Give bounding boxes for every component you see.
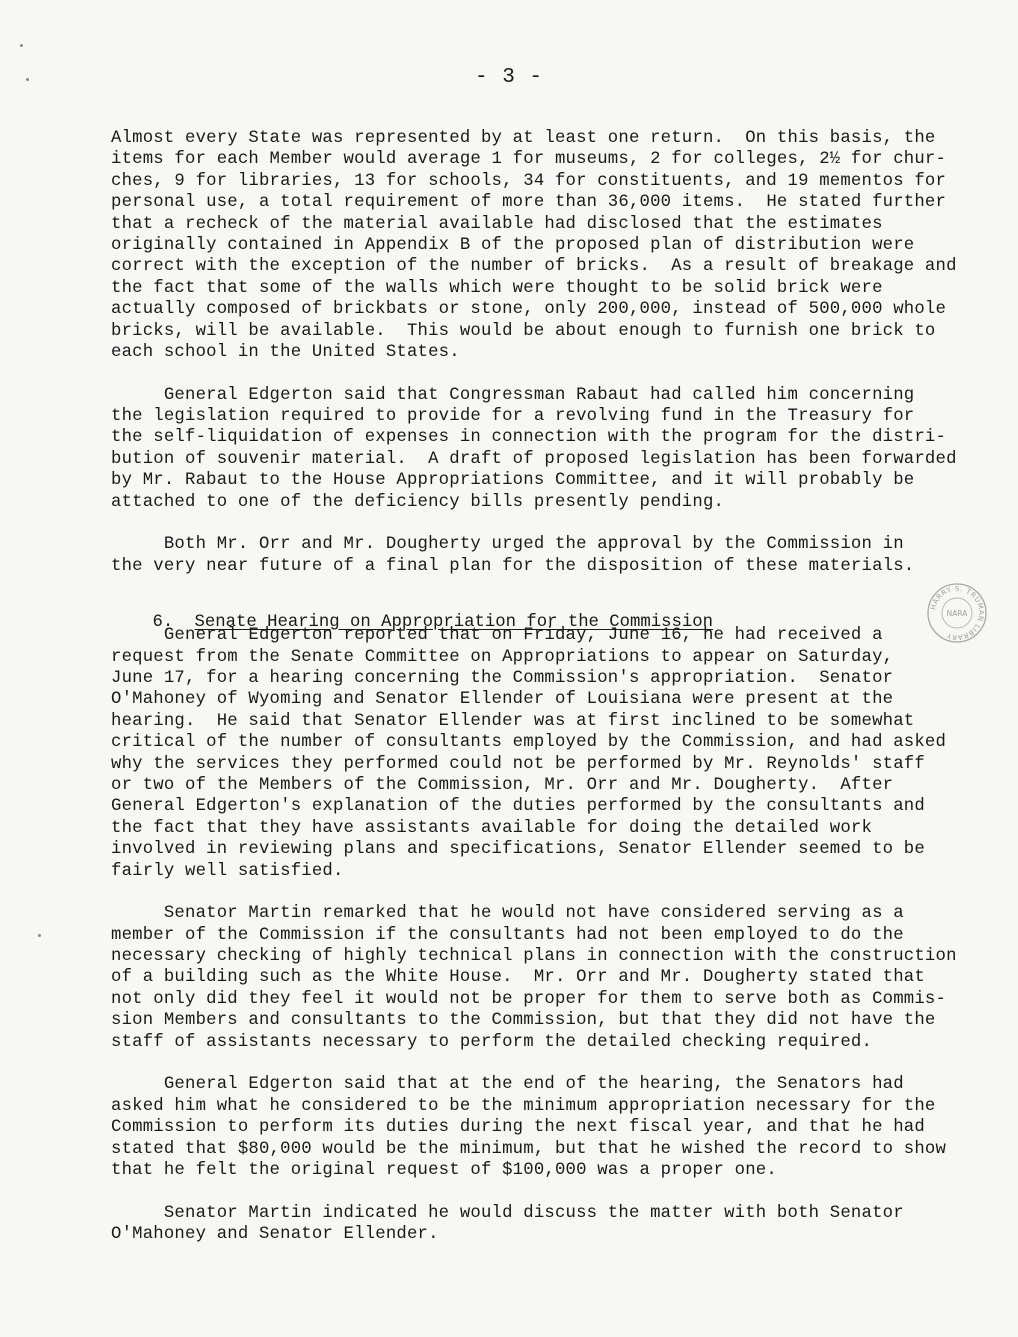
scan-speck — [20, 44, 23, 47]
paragraph-senator-martin-remarks — [111, 903, 971, 1053]
text-line: the legislation required to provide for a revolving fund in the Treasury for — [111, 407, 915, 427]
text-line: necessary checking of highly technical plans in connection with the construction — [111, 947, 957, 967]
scan-speck — [26, 78, 29, 81]
text-line: stated that $80,000 would be the minimum, but that he wished the record to show — [111, 1139, 947, 1159]
text-line: ches, 9 for libraries, 13 for schools, 34 for constituents, and 19 mementos for — [111, 171, 947, 191]
document-body — [111, 128, 971, 1246]
text-line: by Mr. Rabaut to the House Appropriations Committee, and it will probably be — [111, 471, 915, 491]
text-line: originally contained in Appendix B of the proposed plan of distribution were — [111, 235, 915, 255]
paragraph-final-plan — [111, 534, 971, 577]
text-line: Senator Martin indicated he would discuss the matter with both Senator — [111, 1203, 904, 1223]
text-line: personal use, a total requirement of more than 36,000 items. He stated further — [111, 193, 947, 213]
text-line: the fact that they have assistants available for doing the detailed work — [111, 818, 873, 838]
text-line: General Edgerton said that at the end of the hearing, the Senators had — [111, 1075, 904, 1095]
text-line: each school in the United States. — [111, 342, 460, 362]
text-line: or two of the Members of the Commission, Mr. Orr and Mr. Dougherty. After — [111, 775, 894, 795]
text-line: bricks, will be available. This would be about enough to furnish one brick to — [111, 321, 936, 341]
text-line: Commission to perform its duties during the next fiscal year, and that he had — [111, 1118, 925, 1138]
text-line: Both Mr. Orr and Mr. Dougherty urged the approval by the Commission in — [111, 535, 904, 555]
paragraph-minimum-appropriation — [111, 1074, 971, 1181]
text-line: that a recheck of the material available had disclosed that the estimates — [111, 214, 883, 234]
text-line: sion Members and consultants to the Commission, but that they did not have the — [111, 1011, 936, 1031]
text-line: Senator Martin remarked that he would not have considered serving as a — [111, 904, 904, 924]
text-line: the self-liquidation of expenses in connection with the program for the distri- — [111, 428, 947, 448]
text-line: Almost every State was represented by at least one return. On this basis, the — [111, 129, 936, 148]
text-line: bution of souvenir material. A draft of proposed legislation has been forwarded — [111, 449, 957, 469]
text-line: member of the Commission if the consultants had not been employed to do the — [111, 925, 904, 945]
text-line: of a building such as the White House. Mr. Orr and Mr. Dougherty stated that — [111, 968, 925, 988]
paragraph-senate-hearing — [111, 625, 971, 882]
text-line: critical of the number of consultants employed by the Commission, and had asked — [111, 733, 947, 753]
text-line: General Edgerton said that Congressman Rabaut had called him concerning — [111, 385, 915, 405]
section-number: 6. — [152, 612, 174, 632]
text-line: why the services they performed could not be performed by Mr. Reynolds' staff — [111, 754, 925, 774]
text-line: General Edgerton reported that on Friday, June 16, he had received a — [111, 626, 883, 646]
text-line: request from the Senate Committee on Appropriations to appear on Saturday, — [111, 647, 894, 667]
text-line: not only did they feel it would not be proper for them to serve both as Commis- — [111, 989, 947, 1009]
truman-library-stamp — [926, 582, 988, 644]
text-line: O'Mahoney of Wyoming and Senator Ellender of Louisiana were present at the — [111, 690, 894, 710]
paragraph-discuss-matter — [111, 1203, 971, 1246]
text-line: June 17, for a hearing concerning the Commission's appropriation. Senator — [111, 668, 894, 688]
text-line: the very near future of a final plan for the disposition of these materials. — [111, 556, 915, 576]
paragraph-revolving-fund — [111, 385, 971, 513]
stamp-center-text: NARA — [946, 609, 968, 618]
paragraph-bricks-distribution — [111, 128, 971, 363]
section-title: Senate Hearing on Appropriation for the Commission — [194, 612, 714, 632]
text-line: hearing. He said that Senator Ellender was at first inclined to be somewhat — [111, 711, 915, 731]
text-line: correct with the exception of the number of bricks. As a result of breakage and — [111, 257, 957, 277]
text-line: involved in reviewing plans and specifications, Senator Ellender seemed to be — [111, 840, 925, 860]
text-line: General Edgerton's explanation of the duties performed by the consultants and — [111, 797, 925, 817]
text-line: staff of assistants necessary to perform the detailed checking required. — [111, 1032, 873, 1052]
text-line: the fact that some of the walls which were thought to be solid brick were — [111, 278, 883, 298]
text-line: asked him what he considered to be the minimum appropriation necessary for the — [111, 1096, 936, 1116]
text-line: actually composed of brickbats or stone, only 200,000, instead of 500,000 whole — [111, 300, 947, 320]
text-line: fairly well satisfied. — [111, 861, 344, 881]
text-line: items for each Member would average 1 for museums, 2 for colleges, 2½ for chur- — [111, 150, 947, 170]
text-line: O'Mahoney and Senator Ellender. — [111, 1225, 439, 1245]
scan-speck — [38, 934, 41, 937]
text-line: that he felt the original request of $100,000 was a proper one. — [111, 1160, 777, 1180]
page-number: - 3 - — [474, 66, 543, 89]
text-line: attached to one of the deficiency bills presently pending. — [111, 492, 725, 512]
stamp-ring-text: HARRY S. TRUMAN LIBRARY — [929, 584, 986, 642]
